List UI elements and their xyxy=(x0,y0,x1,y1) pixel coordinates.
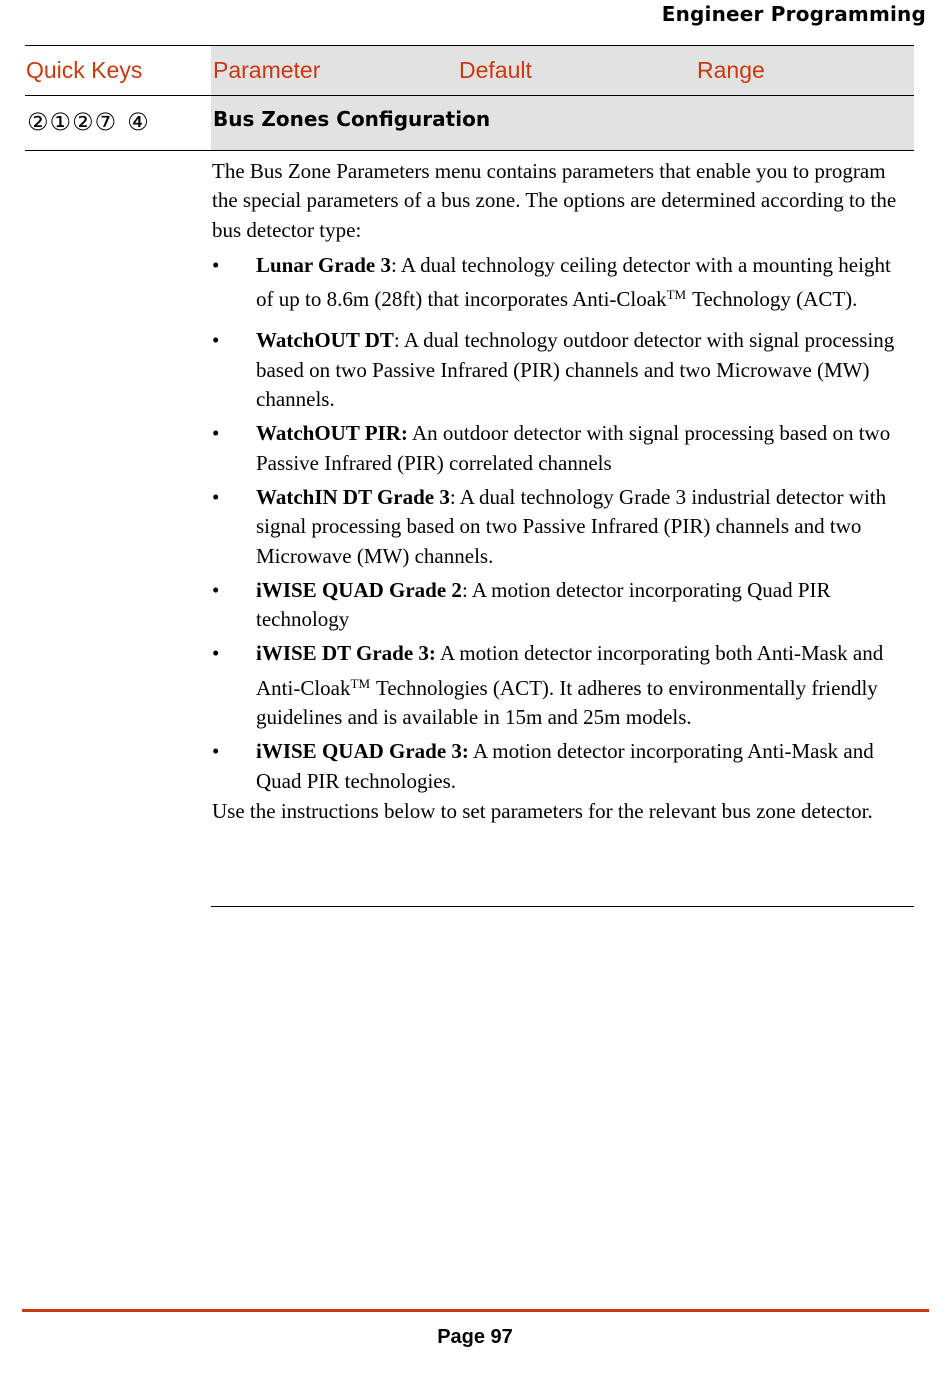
col-header-quick-keys: Quick Keys xyxy=(26,57,143,83)
bullet: • xyxy=(212,739,220,764)
trademark: TM xyxy=(666,287,687,303)
detector-name: iWISE QUAD Grade 2 xyxy=(256,577,462,602)
list-item xyxy=(212,419,912,478)
trademark: TM xyxy=(350,675,370,691)
detector-description: : A dual technology outdoor detector with signal processing based on two Passive Infrared (PIR) channels and two Microwave (MW) channels. xyxy=(256,328,895,412)
detector-description-tail: Technologies (ACT). It adheres to environmentally friendly guidelines and is available in 15m and 25m models. xyxy=(256,675,878,730)
quick-key-2: ② xyxy=(27,108,50,136)
quick-key-4: ④ xyxy=(127,108,150,136)
col-header-range: Range xyxy=(697,57,765,83)
bullet: • xyxy=(212,484,220,509)
detector-name: iWISE DT Grade 3: xyxy=(256,641,436,666)
page-number: Page 97 xyxy=(437,1326,513,1348)
detector-description: : A dual technology Grade 3 industrial detector with signal processing based on two Passive Infrared (PIR) channels and two Microwave (MW) channels. xyxy=(256,484,887,568)
page-header-title: Engineer Programming xyxy=(661,2,926,26)
section-rule xyxy=(25,150,914,151)
detector-description-tail: Technology (ACT). xyxy=(692,287,858,312)
quick-key-1: ① xyxy=(49,108,73,136)
bullet: • xyxy=(212,641,220,666)
detector-description: A motion detector incorporating Anti-Mask and Quad PIR technologies. xyxy=(256,739,874,793)
detector-list xyxy=(212,251,912,796)
detector-description: : A dual technology ceiling detector with a mounting height of up to 8.6m (28ft) that incorporates Anti-Cloak xyxy=(256,252,891,312)
bullet: • xyxy=(212,421,220,446)
list-item xyxy=(212,737,912,796)
section-title: Bus Zones Configuration xyxy=(213,107,491,131)
col-header-default: Default xyxy=(459,57,532,83)
detector-name: WatchOUT DT xyxy=(256,328,394,353)
outro-paragraph: Use the instructions below to set parameters for the relevant bus zone detector. xyxy=(212,798,873,823)
intro-paragraph: The Bus Zone Parameters menu contains parameters that enable you to program the special parameters of a bus zone. The options are determined according to the bus detector type: xyxy=(212,159,897,242)
bullet: • xyxy=(212,252,220,277)
footer-rule xyxy=(22,1309,929,1312)
quick-key-7: ⑦ xyxy=(94,108,118,136)
list-item xyxy=(212,251,912,315)
content-bottom-rule xyxy=(211,906,914,907)
detector-description: An outdoor detector with signal processing based on two Passive Infrared (PIR) correlated channels xyxy=(256,421,891,475)
list-item xyxy=(212,483,912,571)
bullet: • xyxy=(212,577,220,602)
quick-key-2: ② xyxy=(72,108,95,136)
detector-name: WatchIN DT Grade 3 xyxy=(256,484,450,509)
detector-name: WatchOUT PIR: xyxy=(256,421,408,446)
col-header-parameter: Parameter xyxy=(213,57,321,83)
detector-name: Lunar Grade 3 xyxy=(256,252,391,277)
detector-name: iWISE QUAD Grade 3: xyxy=(256,739,469,764)
quick-keys-sequence xyxy=(27,106,150,138)
description-block xyxy=(212,157,912,826)
list-item xyxy=(212,639,912,732)
bullet: • xyxy=(212,328,220,353)
list-item xyxy=(212,576,912,635)
detector-description: : A motion detector incorporating Quad PIR technology xyxy=(256,577,831,632)
detector-description: A motion detector incorporating both Anti-Mask and Anti-Cloak xyxy=(256,641,884,700)
list-item xyxy=(212,326,912,414)
